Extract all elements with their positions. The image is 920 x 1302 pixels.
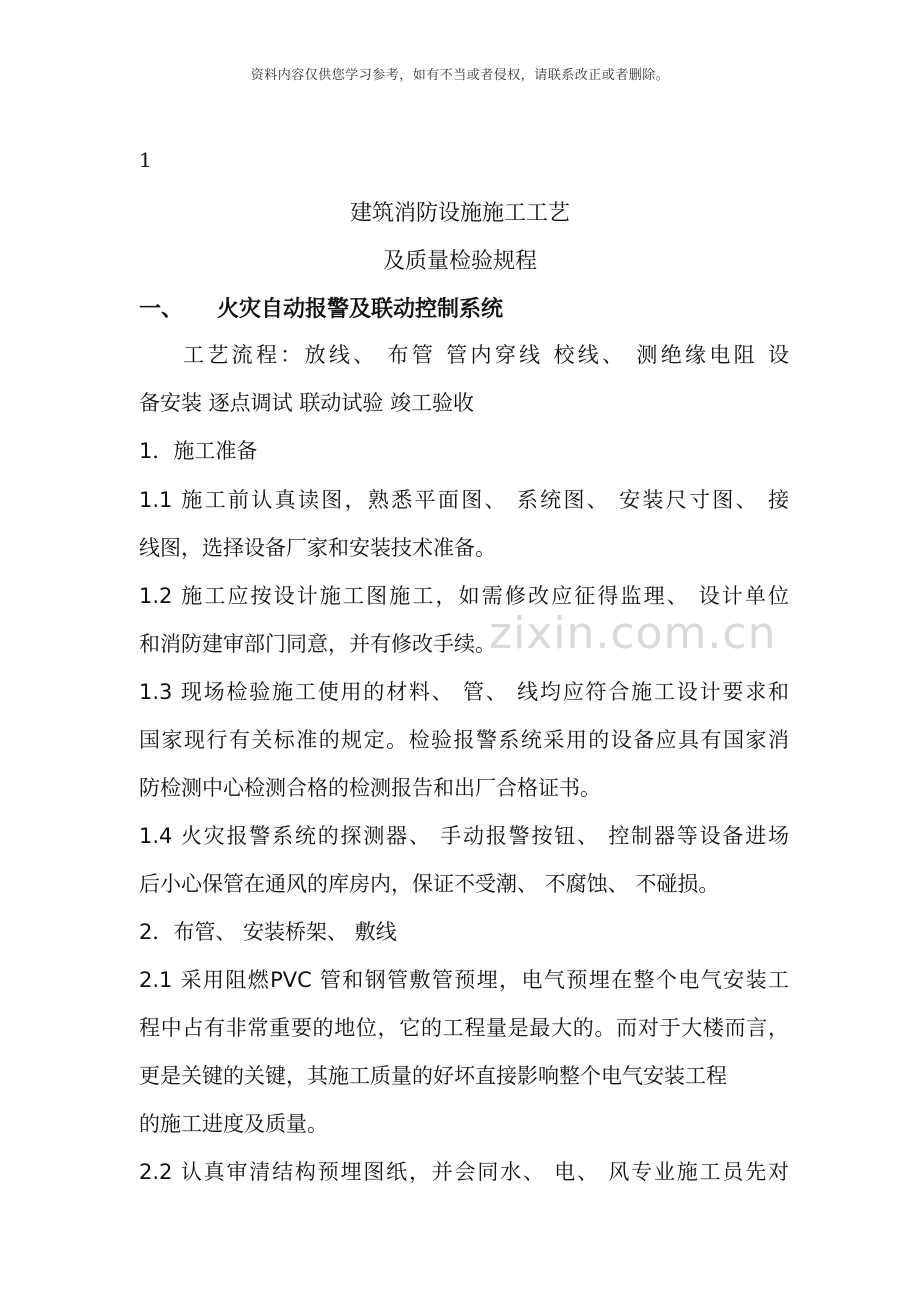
body-line: 防检测中心检测合格的检测报告和出厂合格证书。 [139, 776, 601, 800]
body-line: 1.1 施工前认真读图，熟悉平面图、 系统图、 安装尺寸图、 接 [139, 488, 789, 512]
body-line: 后小心保管在通风的库房内，保证不受潮、 不腐蚀、 不碰损。 [139, 872, 720, 896]
document-title-line-2: 及质量检验规程 [382, 249, 537, 274]
section-number: 一、 [139, 297, 184, 322]
body-line: 2．布管、 安装桥架、 敷线 [139, 920, 397, 944]
body-line: 的施工进度及质量。 [139, 1112, 328, 1136]
body-line: 2.1 采用阻燃PVC 管和钢管敷管预埋，电气预埋在整个电气安装工 [139, 968, 789, 992]
body-line: 1.2 施工应按设计施工图施工，如需修改应征得监理、 设计单位 [139, 584, 789, 608]
body-line: 1.4 火灾报警系统的探测器、 手动报警按钮、 控制器等设备进场 [139, 824, 789, 848]
body-line: 2.2 认真审清结构预埋图纸，并会同水、 电、 风专业施工员先对 [139, 1160, 789, 1184]
document-title-line-1: 建筑消防设施施工工艺 [349, 201, 570, 226]
body-line: 和消防建审部门同意，并有修改手续。 [139, 632, 496, 656]
page-number: 1 [139, 148, 152, 172]
section-title: 火灾自动报警及联动控制系统 [217, 297, 504, 322]
body-line: 国家现行有关标准的规定。检验报警系统采用的设备应具有国家消 [139, 728, 789, 752]
body-line: 更是关键的关键，其施工质量的好坏直接影响整个电气安装工程 [139, 1064, 727, 1088]
watermark: zixin.com.cn [489, 608, 777, 659]
body-line: 工艺流程：放线、 布管 管内穿线 校线、 测绝缘电阻 设 [183, 343, 789, 367]
body-line: 程中占有非常重要的地位，它的工程量是最大的。而对于大楼而言， [139, 1016, 789, 1040]
body-line: 1．施工准备 [139, 439, 258, 463]
header-disclaimer: 资料内容仅供您学习参考，如有不当或者侵权，请联系改正或者删除。 [250, 68, 670, 83]
body-line: 线图，选择设备厂家和安装技术准备。 [139, 536, 496, 560]
body-line: 备安装 逐点调试 联动试验 竣工验收 [139, 391, 475, 415]
body-line: 1.3 现场检验施工使用的材料、 管、 线均应符合施工设计要求和 [139, 680, 789, 704]
section-heading [139, 292, 503, 323]
